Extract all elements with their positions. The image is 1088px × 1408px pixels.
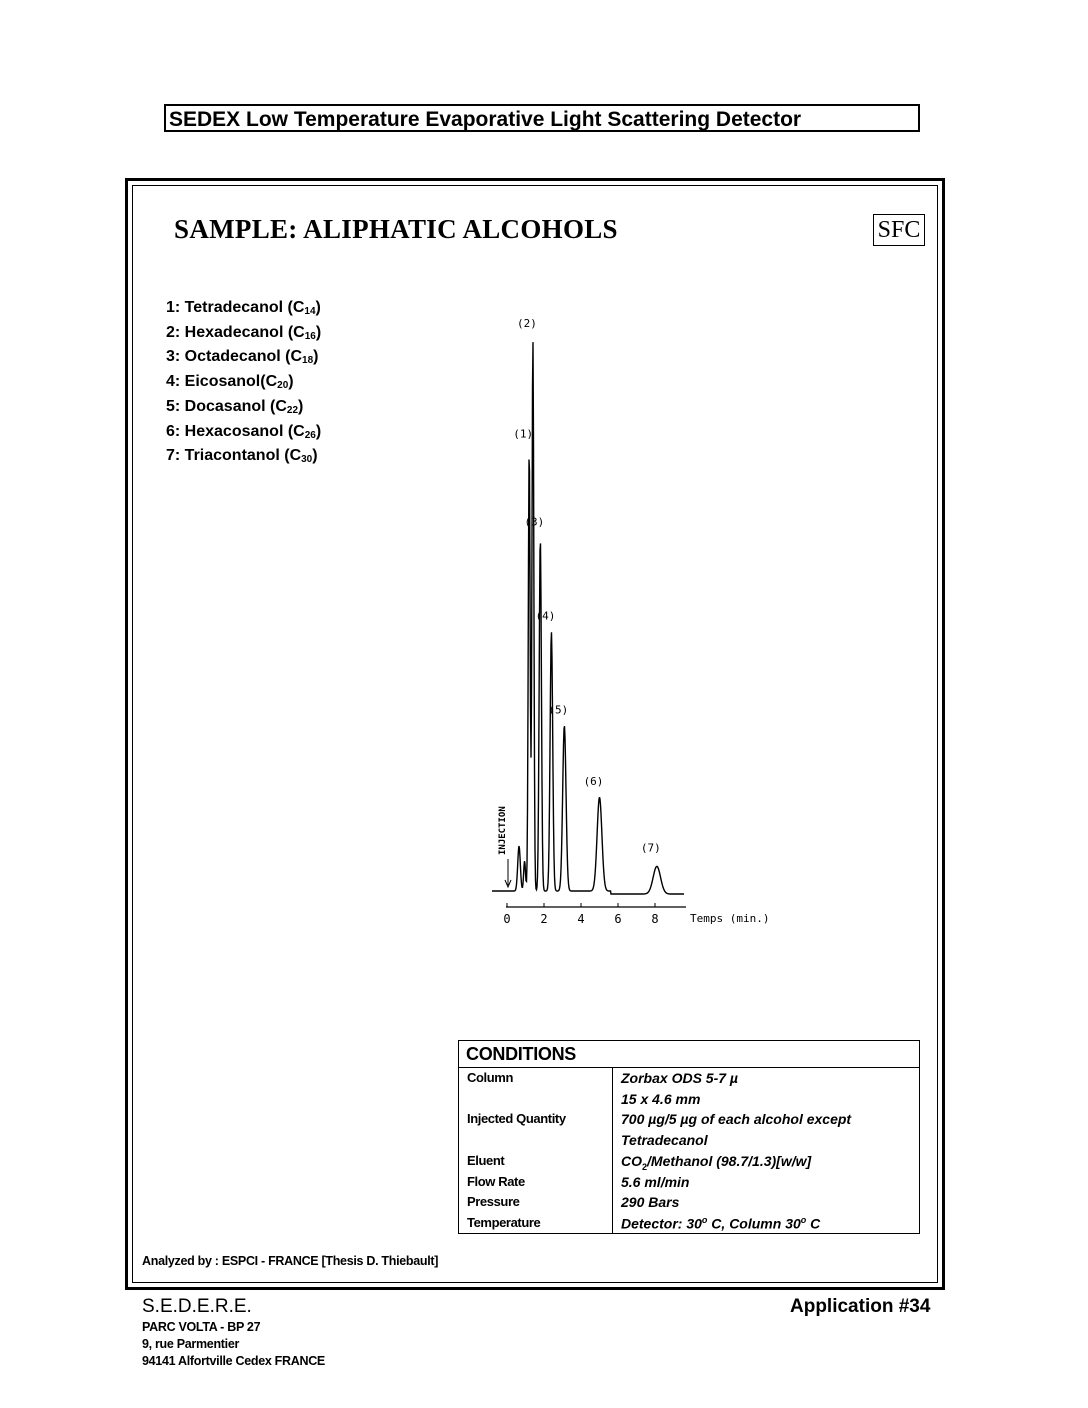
- conditions-divider: [612, 1068, 613, 1233]
- address-line: 94141 Alfortville Cedex FRANCE: [142, 1354, 325, 1368]
- company-name: S.E.D.E.R.E.: [142, 1296, 252, 1317]
- x-tick-label: 4: [577, 912, 585, 926]
- x-tick-label: 0: [503, 912, 511, 926]
- condition-label: Injected Quantity: [467, 1111, 566, 1126]
- x-tick-label: 8: [651, 912, 659, 926]
- peak-label: (3): [524, 515, 545, 529]
- condition-value: 15 x 4.6 mm: [621, 1091, 701, 1107]
- condition-value: $CO_2$/Methanol (98.7/1.3)[w/w]: [621, 1153, 812, 1172]
- address-line: PARC VOLTA - BP 27: [142, 1320, 261, 1334]
- conditions-heading: CONDITIONS: [459, 1041, 919, 1068]
- sample-title: SAMPLE: ALIPHATIC ALCOHOLS: [174, 214, 618, 244]
- condition-value: Detector: 30$^o$ C, Column 30$^o$ C: [621, 1215, 821, 1232]
- condition-value: 290 Bars: [621, 1194, 680, 1210]
- injection-label: INJECTION: [498, 806, 508, 855]
- condition-value: Zorbax ODS 5-7 µ: [621, 1070, 738, 1086]
- technique-badge: SFC: [873, 214, 925, 246]
- condition-value: 700 µg/5 µg of each alcohol except: [621, 1111, 852, 1127]
- compound-item: 6: Hexacosanol $(C_{26})$: [166, 422, 322, 441]
- condition-label: Flow Rate: [467, 1174, 525, 1189]
- conditions-body: [459, 1068, 919, 1233]
- peak-label: (5): [548, 703, 569, 717]
- conditions-table: [458, 1040, 920, 1234]
- condition-value: Tetradecanol: [621, 1132, 708, 1148]
- address-line: 9, rue Parmentier: [142, 1337, 240, 1351]
- compound-item: 4: $Eicosanol(C_{20})$: [166, 373, 294, 392]
- peak-label: (7): [640, 841, 661, 855]
- application-number: Application #34: [790, 1296, 931, 1317]
- condition-value: 5.6 ml/min: [621, 1174, 690, 1190]
- compound-list: [166, 298, 321, 471]
- peak-label: (4): [535, 609, 556, 623]
- document-title: SEDEX Low Temperature Evaporative Light Scattering Detector: [164, 104, 920, 132]
- condition-label: Column: [467, 1070, 513, 1085]
- condition-label: Eluent: [467, 1153, 505, 1168]
- condition-label: Temperature: [467, 1215, 541, 1230]
- analyzed-by: Analyzed by : ESPCI - FRANCE [Thesis D. Thiebault]: [142, 1254, 439, 1268]
- x-tick-label: 6: [614, 912, 622, 926]
- x-tick-label: 2: [540, 912, 548, 926]
- x-axis-label: Temps (min.): [690, 912, 770, 925]
- compound-item: 2: Hexadecanol $(C_{16})$: [166, 323, 322, 342]
- compound-item: 1: Tetradecanol $(C_{14})$: [166, 299, 321, 317]
- compound-item: 3: Octadecanol $(C_{18})$: [166, 348, 319, 367]
- condition-label: Pressure: [467, 1194, 520, 1209]
- chromatogram-trace: [492, 342, 684, 894]
- compound-item: 7: Triacontanol $(C_{30})$: [166, 447, 318, 466]
- peak-label: (1): [513, 427, 534, 441]
- chromatogram: [470, 317, 790, 935]
- compound-item: 5: Docasanol $(C_{22})$: [166, 397, 304, 416]
- peak-label: (2): [516, 317, 537, 330]
- peak-label: (6): [583, 775, 604, 789]
